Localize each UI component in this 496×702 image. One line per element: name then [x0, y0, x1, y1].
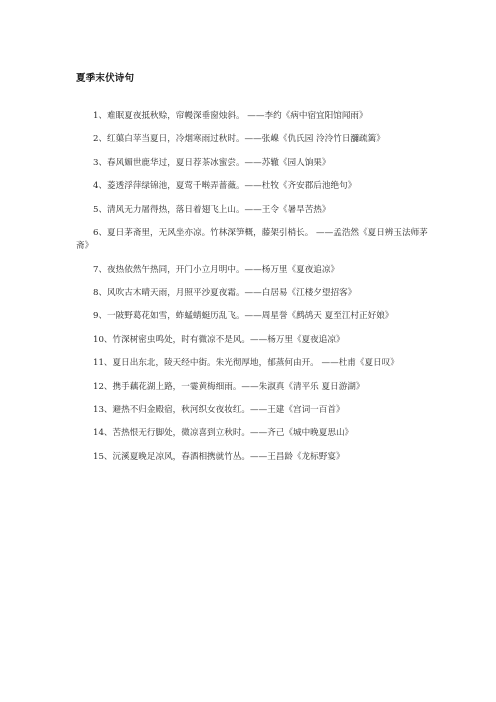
poem-line-11: 11、夏日出东北，陵天经中街。朱光彻厚地，郁蒸何由开。 ——杜甫《夏日叹》 [93, 358, 399, 369]
poem-line-10: 10、竹深树密虫鸣处，时有微凉不是风。——杨万里《夏夜追凉》 [93, 334, 345, 345]
poem-line-3: 3、春风媚世鹿华过，夏日荐茶冰蜜尝。——苏辙《园人饷果》 [93, 157, 331, 168]
page-title: 夏季末伏诗句 [76, 73, 135, 84]
poem-line-5: 5、清风无力屠得热，落日着翅飞上山。——王令《暑旱苦热》 [93, 204, 331, 215]
poem-line-8: 8、风吹古木晴天雨，月照平沙夏夜霜。——白居易《江楼夕望招客》 [93, 287, 357, 298]
poem-line-4: 4、菱透浮萍绿锦池，夏莺千啭弄蔷薇。——杜牧《齐安郡后池绝句》 [93, 181, 357, 192]
poem-line-12: 12、携手藕花湖上路，一霎黄梅细雨。——朱淑真《清平乐 夏日游湖》 [93, 381, 365, 392]
poem-line-7: 7、夜热依然午热同，开门小立月明中。——杨万里《夏夜追凉》 [93, 264, 340, 275]
poem-list [76, 110, 428, 474]
poem-line-1: 1、难眠夏夜抵秋赊，帘幔深垂窗烛斜。 ——李约《病中宿宜阳馆闻雨》 [93, 111, 368, 121]
poem-line-13: 13、避热不归金殿宿，秋河织女夜妆红。——王建《宫词一百首》 [93, 404, 345, 415]
poem-line-9: 9、一陂野葛花如雪，蚱蜢蜻蜓历乱飞。——周星誉《鹧鸪天 夏至江村正好娘》 [93, 311, 394, 322]
poem-line-6: 6、夏日茅斋里，无风坐亦凉。竹林深笋概，藤架引梢长。 ——孟浩然《夏日辨玉法师茅斋》 [76, 227, 428, 252]
poem-line-14: 14、苦热恨无行脚处，微凉喜到立秋时。——齐己《城中晚夏思山》 [93, 428, 354, 439]
poem-line-15: 15、沅溪夏晚足凉风，春酒相携就竹丛。——王昌龄《龙标野宴》 [93, 451, 345, 462]
poem-line-2: 2、红蕖白苹当夏日，冷烟寒雨过秋时。——张嵲《仇氏园 泠泠竹日瀰疏篱》 [93, 134, 385, 145]
